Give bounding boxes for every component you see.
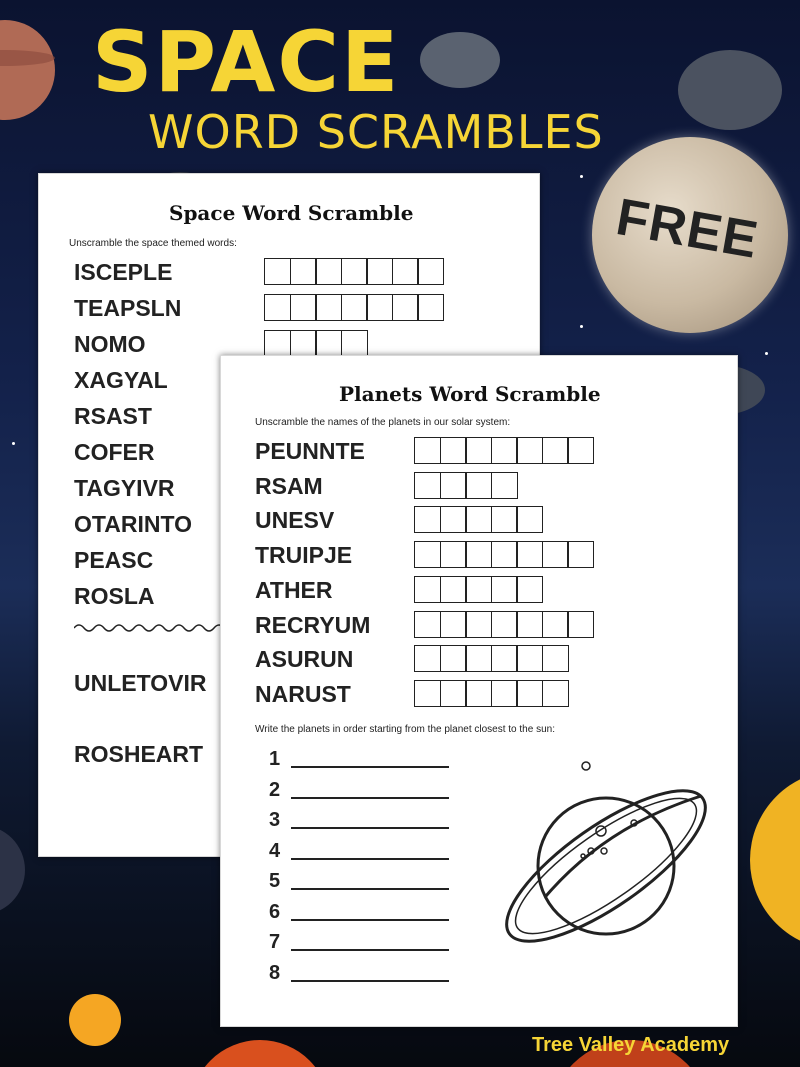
letter-box[interactable]	[392, 294, 419, 321]
sheet-title: Space Word Scramble	[169, 201, 414, 225]
answer-line-row[interactable]	[269, 840, 449, 863]
page-title: SPACE	[92, 13, 401, 111]
letter-box[interactable]	[440, 611, 467, 638]
star	[765, 352, 768, 355]
letter-box[interactable]	[491, 576, 518, 603]
letter-box[interactable]	[465, 437, 492, 464]
star	[12, 442, 15, 445]
letter-box[interactable]	[290, 258, 317, 285]
letter-box[interactable]	[465, 506, 492, 533]
letter-box[interactable]	[516, 541, 543, 568]
letter-box[interactable]	[414, 611, 441, 638]
letter-box[interactable]	[414, 680, 441, 707]
letter-box[interactable]	[264, 258, 291, 285]
letter-box[interactable]	[542, 645, 569, 672]
planets-word-scramble-sheet	[220, 355, 738, 1027]
brand-footer: Tree Valley Academy	[532, 1034, 730, 1056]
page-subtitle: WORD SCRAMBLES	[148, 105, 604, 159]
answer-boxes[interactable]	[414, 541, 593, 568]
sun-icon	[69, 994, 121, 1046]
answer-boxes[interactable]	[414, 576, 542, 603]
order-instructions: Write the planets in order starting from the planet closest to the sun:	[255, 724, 555, 735]
letter-box[interactable]	[440, 541, 467, 568]
line-number: 8	[269, 961, 281, 984]
letter-box[interactable]	[366, 294, 393, 321]
scrambled-word: RSAST	[74, 403, 152, 429]
letter-box[interactable]	[417, 294, 444, 321]
sun-icon	[750, 770, 800, 950]
planet-icon	[0, 825, 25, 915]
answer-line[interactable]	[291, 766, 449, 768]
sheet-instructions: Unscramble the space themed words:	[69, 238, 237, 249]
scrambled-word: PEUNNTE	[255, 438, 365, 464]
letter-box[interactable]	[414, 576, 441, 603]
letter-box[interactable]	[315, 258, 342, 285]
letter-box[interactable]	[542, 680, 569, 707]
scrambled-word: NARUST	[255, 680, 351, 707]
letter-box[interactable]	[264, 330, 291, 357]
scrambled-word: TRUIPJE	[255, 542, 353, 569]
answer-line[interactable]	[291, 827, 449, 829]
letter-box[interactable]	[465, 645, 492, 672]
letter-box[interactable]	[567, 611, 594, 638]
letter-box[interactable]	[264, 294, 291, 321]
letter-box[interactable]	[315, 330, 342, 357]
letter-box[interactable]	[567, 437, 594, 464]
line-number: 6	[269, 900, 281, 923]
letter-box[interactable]	[516, 611, 543, 638]
planet-icon	[190, 1040, 330, 1067]
letter-box[interactable]	[516, 645, 543, 672]
answer-boxes[interactable]	[414, 645, 567, 672]
letter-box[interactable]	[465, 680, 492, 707]
letter-box[interactable]	[491, 645, 518, 672]
planet-icon	[0, 20, 55, 120]
letter-box[interactable]	[414, 437, 441, 464]
letter-box[interactable]	[440, 506, 467, 533]
star	[580, 175, 583, 178]
letter-box[interactable]	[516, 437, 543, 464]
line-number: 5	[269, 870, 281, 892]
answer-line-row[interactable]	[269, 870, 449, 893]
moon-icon	[592, 137, 788, 333]
scrambled-word: PEASC	[74, 547, 154, 573]
answer-line[interactable]	[291, 888, 449, 890]
line-number: 1	[269, 748, 281, 770]
bonus-word: UNLETOVIR	[74, 670, 207, 696]
scrambled-word: TAGYIVR	[74, 475, 175, 501]
scrambled-word: ATHER	[255, 576, 333, 603]
letter-box[interactable]	[440, 437, 467, 464]
letter-box[interactable]	[341, 258, 368, 285]
scrambled-word: OTARINTO	[74, 511, 192, 537]
letter-box[interactable]	[465, 541, 492, 568]
free-badge: FREE	[612, 188, 763, 270]
letter-box[interactable]	[516, 576, 543, 603]
scrambled-word: UNESV	[255, 507, 335, 534]
letter-box[interactable]	[392, 258, 419, 285]
letter-box[interactable]	[290, 294, 317, 321]
scrambled-word: ISCEPLE	[74, 259, 173, 285]
answer-boxes[interactable]	[414, 506, 542, 533]
asteroid-icon	[420, 32, 500, 88]
answer-line[interactable]	[291, 980, 449, 982]
answer-line[interactable]	[291, 797, 449, 799]
wavy-divider	[74, 622, 224, 634]
letter-box[interactable]	[491, 506, 518, 533]
line-number: 4	[269, 839, 281, 862]
answer-boxes[interactable]	[414, 611, 593, 638]
letter-box[interactable]	[417, 258, 444, 285]
answer-boxes[interactable]	[414, 680, 567, 707]
sheet-title: Planets Word Scramble	[339, 382, 601, 406]
letter-box[interactable]	[440, 472, 467, 499]
answer-line-row[interactable]	[269, 809, 449, 832]
letter-box[interactable]	[465, 472, 492, 499]
answer-line[interactable]	[291, 858, 449, 860]
line-number: 7	[269, 931, 281, 953]
letter-box[interactable]	[491, 611, 518, 638]
answer-line-row[interactable]	[269, 962, 449, 985]
letter-box[interactable]	[491, 437, 518, 464]
letter-box[interactable]	[491, 541, 518, 568]
star	[580, 325, 583, 328]
letter-box[interactable]	[414, 541, 441, 568]
answer-boxes[interactable]	[264, 294, 443, 321]
bonus-word: ROSHEART	[74, 741, 204, 767]
letter-box[interactable]	[440, 576, 467, 603]
scrambled-word: RSAM	[255, 472, 323, 499]
letter-box[interactable]	[440, 645, 467, 672]
letter-box[interactable]	[414, 645, 441, 672]
letter-box[interactable]	[542, 437, 569, 464]
letter-box[interactable]	[366, 258, 393, 285]
answer-line-row[interactable]	[269, 748, 449, 771]
answer-boxes[interactable]	[264, 330, 366, 357]
letter-box[interactable]	[491, 680, 518, 707]
scrambled-word: ROSLA	[74, 583, 155, 609]
answer-boxes[interactable]	[414, 472, 516, 499]
scrambled-word: ASURUN	[255, 646, 354, 673]
scrambled-word: XAGYAL	[74, 367, 168, 393]
letter-box[interactable]	[516, 680, 543, 707]
letter-box[interactable]	[315, 294, 342, 321]
answer-line-row[interactable]	[269, 931, 449, 954]
letter-box[interactable]	[341, 330, 368, 357]
answer-line[interactable]	[291, 919, 449, 921]
line-number: 3	[269, 809, 281, 831]
letter-box[interactable]	[567, 541, 594, 568]
asteroid-icon	[678, 50, 782, 130]
answer-boxes[interactable]	[264, 258, 443, 285]
letter-box[interactable]	[465, 611, 492, 638]
letter-box[interactable]	[290, 330, 317, 357]
line-number: 2	[269, 778, 281, 801]
letter-box[interactable]	[516, 506, 543, 533]
letter-box[interactable]	[414, 506, 441, 533]
scrambled-word: RECRYUM	[255, 611, 371, 638]
saturn-illustration	[486, 756, 726, 976]
answer-line-row[interactable]	[269, 779, 449, 802]
sheet-instructions: Unscramble the names of the planets in our solar system:	[255, 417, 511, 428]
answer-line[interactable]	[291, 949, 449, 951]
answer-boxes[interactable]	[414, 437, 593, 464]
answer-line-row[interactable]	[269, 901, 449, 924]
letter-box[interactable]	[414, 472, 441, 499]
letter-box[interactable]	[341, 294, 368, 321]
letter-box[interactable]	[465, 576, 492, 603]
letter-box[interactable]	[542, 611, 569, 638]
letter-box[interactable]	[542, 541, 569, 568]
letter-box[interactable]	[491, 472, 518, 499]
scrambled-word: NOMO	[74, 331, 146, 357]
scrambled-word: TEAPSLN	[74, 295, 182, 321]
scrambled-word: COFER	[74, 439, 155, 465]
letter-box[interactable]	[440, 680, 467, 707]
